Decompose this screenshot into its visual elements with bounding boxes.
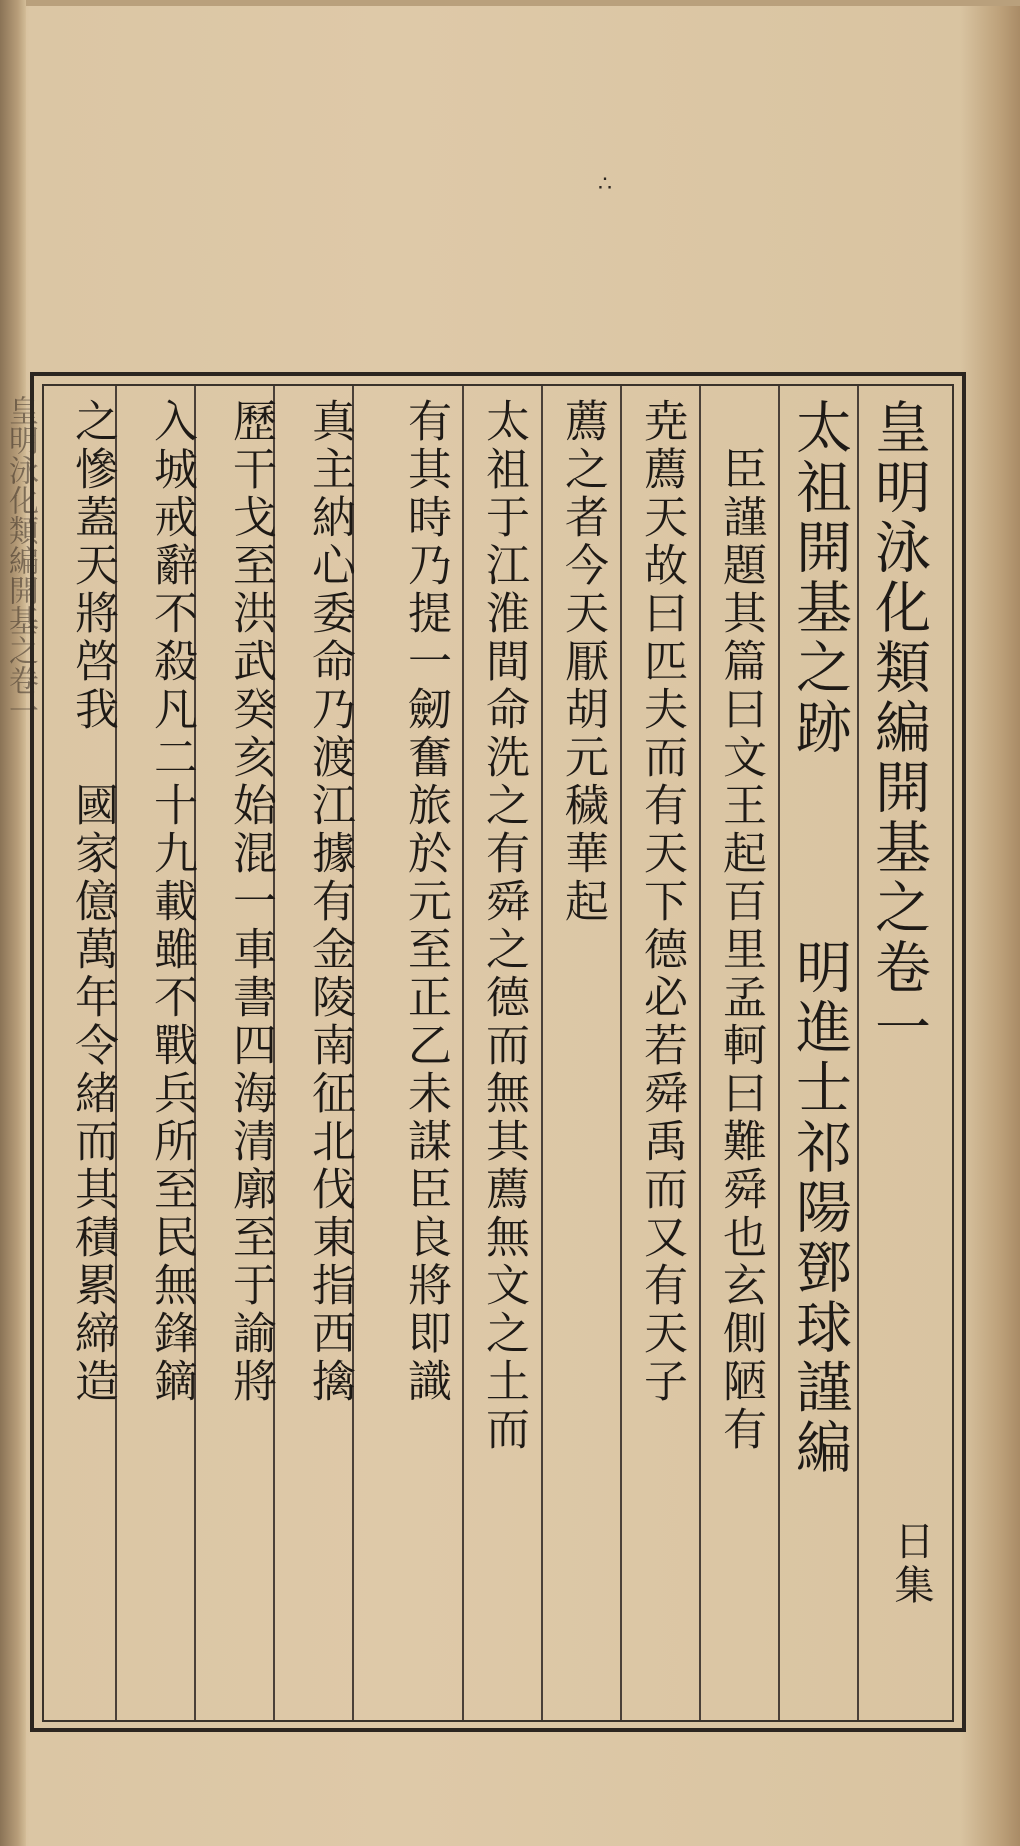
text-column: 尭薦天故曰匹夫而有天下德必若舜禹而又有天子 [636,398,687,1406]
text-column: 薦之者今天厭胡元穢華起 [557,398,608,926]
text-column: 太祖于江淮間命洗之有舜之德而無其薦無文之土而 [478,398,529,1454]
text-column: 皇明泳化類編開基之卷一 [866,398,931,1058]
text-column: 真主納心委命乃渡江據有金陵南征北伐東指西擒 [304,398,355,1406]
gutter-title: 皇明泳化類編開基之卷一 [3,395,38,725]
text-column: 歷干戈至洪武癸亥始混一車書四海清廓至于諭將 [225,398,276,1406]
text-column: 入城戒辭不殺凡二十九載雖不戰兵所至民無鋒鏑 [146,398,197,1406]
collection-marker: 日集 [888,1520,934,1608]
text-column: 太祖開基之跡 明進士祁陽鄧球謹編 [787,398,852,1478]
text-column: 之慘蓋天將啓我 國家億萬年令緒而其積累締造 [67,398,118,1406]
text-column: 臣謹題其篇曰文王起百里孟軻曰難舜也玄側陋有 [715,398,766,1454]
top-edge [26,0,1020,6]
text-column: 有其時乃提一劒奮旅於元至正乙未謀臣良將即識 [400,398,451,1406]
ink-specks: ∴ [598,172,612,197]
